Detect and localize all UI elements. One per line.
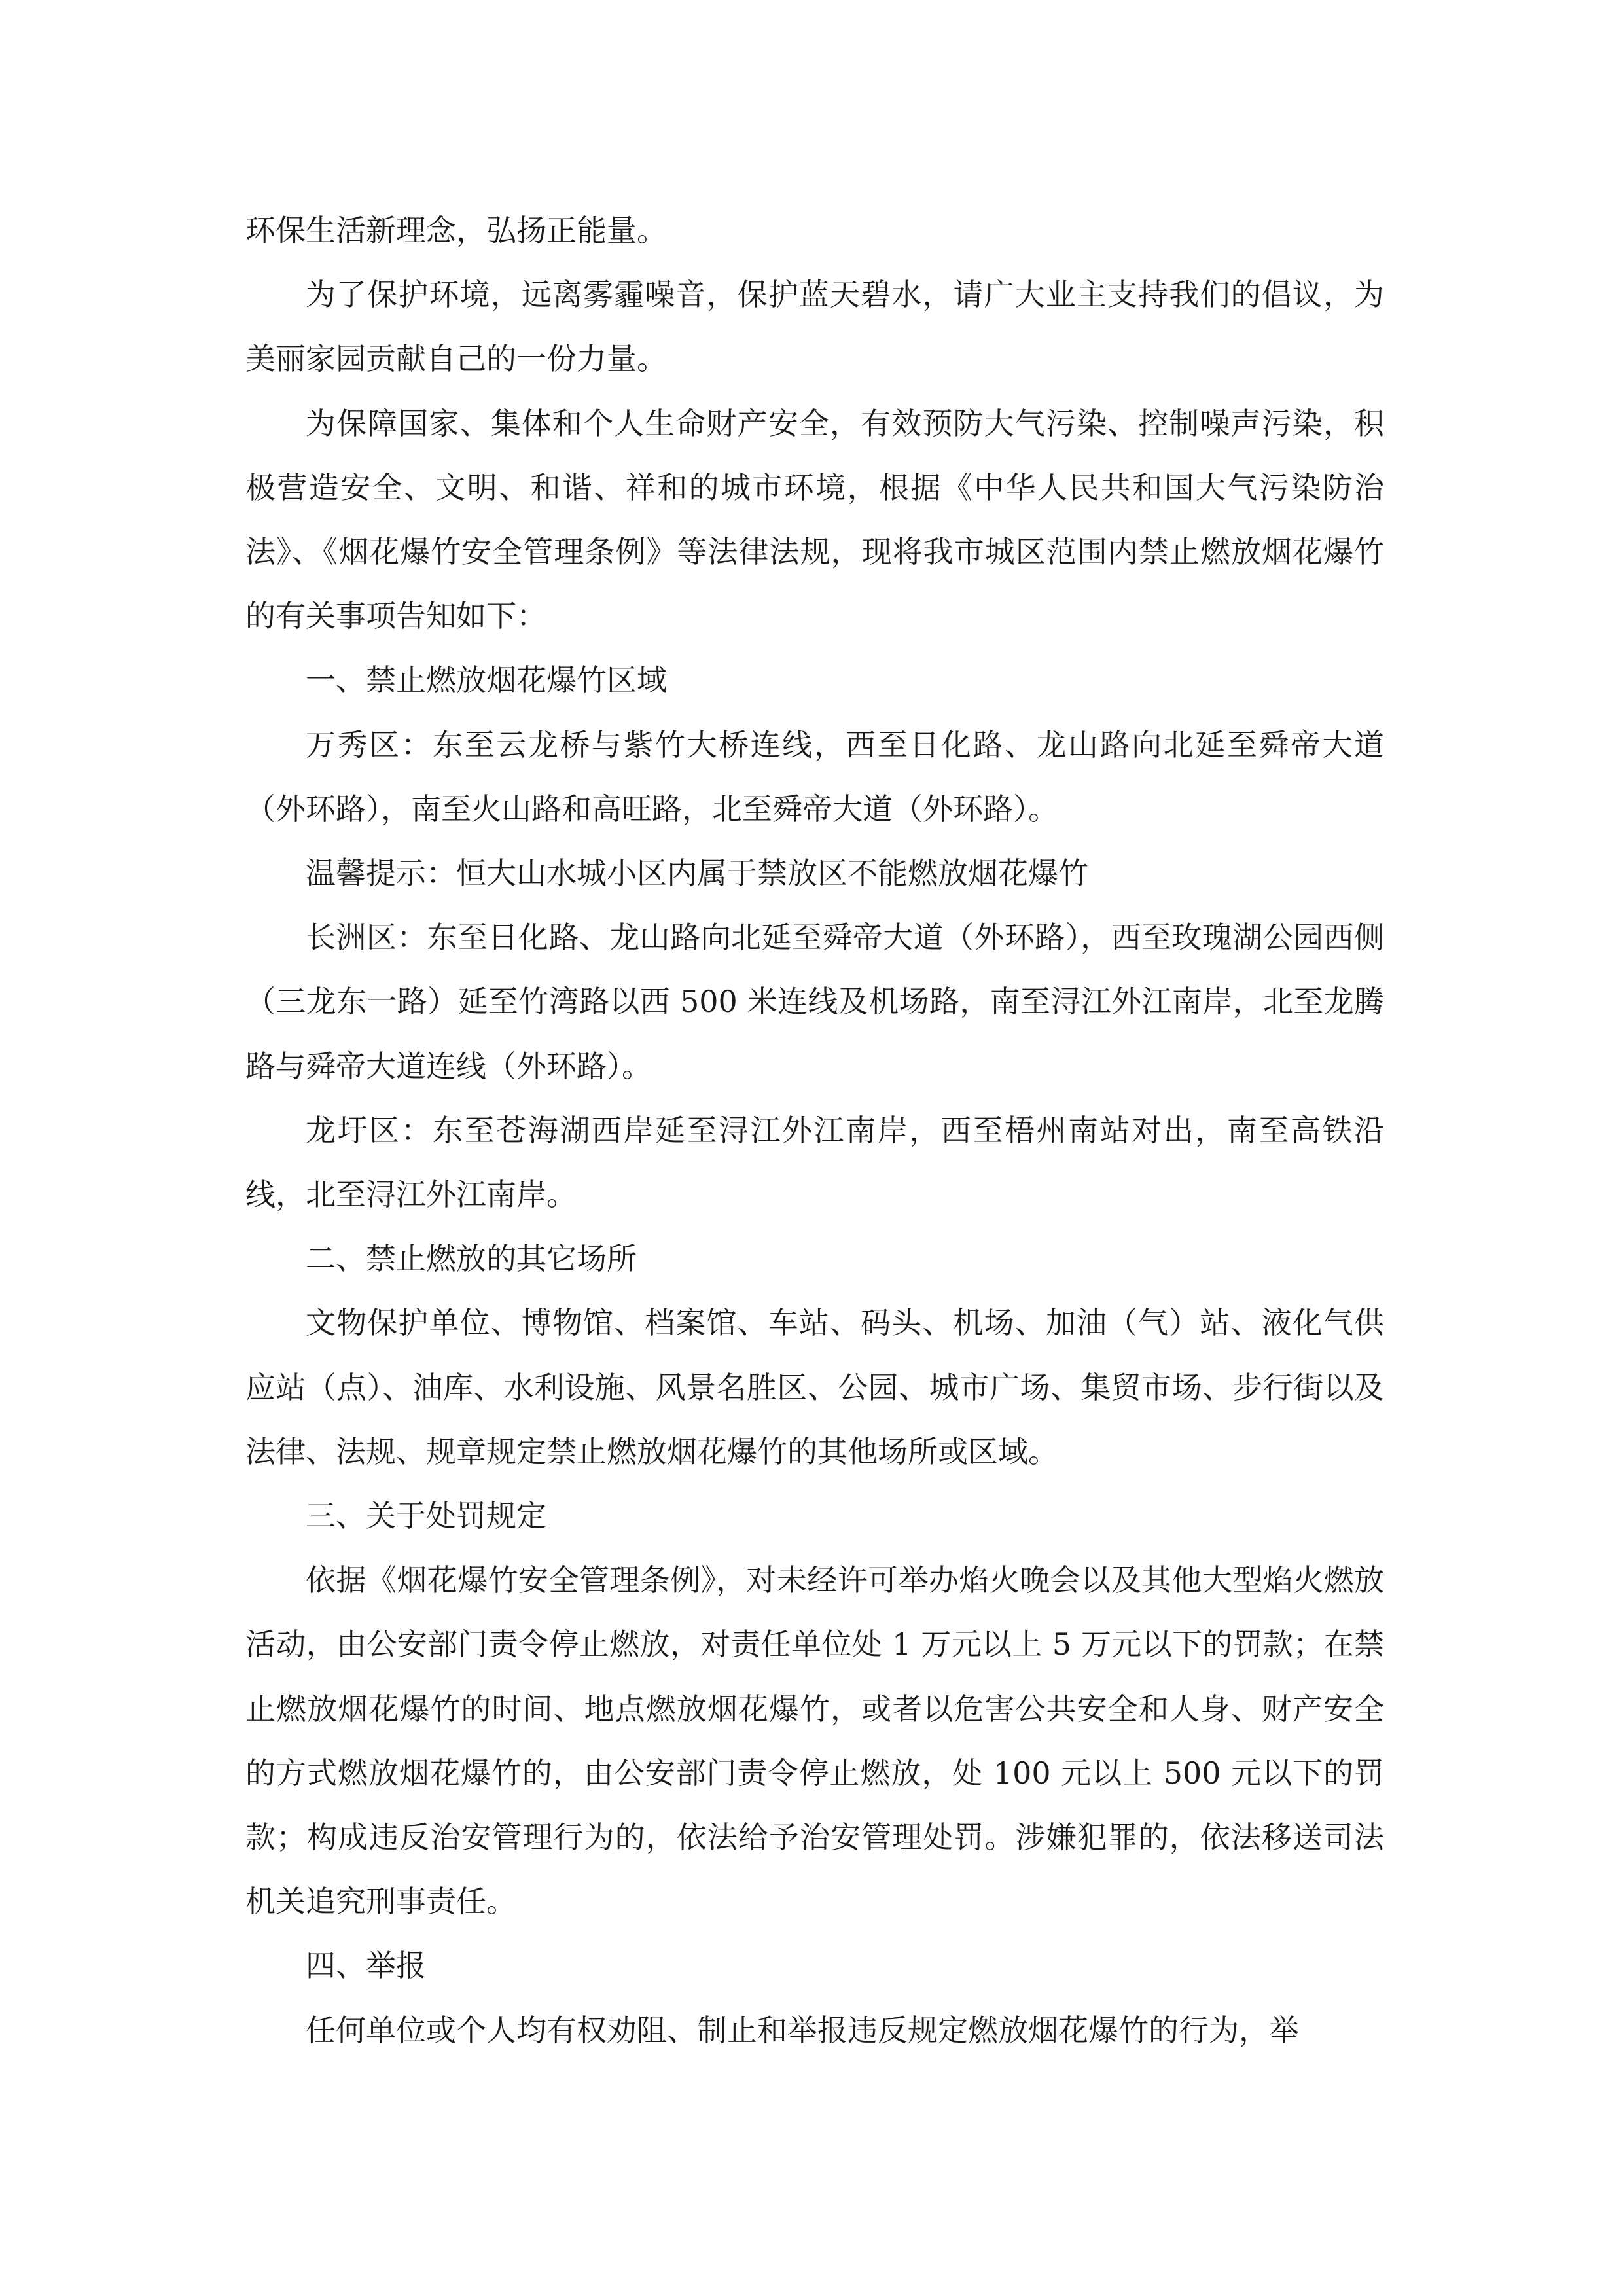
paragraph-eco-slogan: 环保生活新理念，弘扬正能量。 bbox=[245, 213, 667, 248]
section-heading-reporting: 四、举报 bbox=[306, 1948, 426, 1984]
section-heading-other-places: 二、禁止燃放的其它场所 bbox=[306, 1241, 637, 1277]
paragraph-warm-tip: 温馨提示：恒大山水城小区内属于禁放区不能燃放烟花爆竹 bbox=[306, 855, 1088, 891]
paragraph-environment-appeal: 为了保护环境，远离雾霾噪音，保护蓝天碧水，请广大业主支持我们的倡议，为美丽家园贡献自己的一份力量。 bbox=[245, 277, 1384, 377]
paragraph-notice-intro: 为保障国家、集体和个人生命财产安全，有效预防大气污染、控制噪声污染，积极营造安全、文明、和谐、祥和的城市环境，根据《中华人民共和国大气污染防治法》、《烟花爆竹安全管理条例》等法律法规，现将我市城区范围内禁止燃放烟花爆竹的有关事项告知如下： bbox=[245, 405, 1384, 634]
section-heading-penalties: 三、关于处罚规定 bbox=[306, 1498, 546, 1534]
paragraph-other-places-list: 文物保护单位、博物馆、档案馆、车站、码头、机场、加油（气）站、液化气供应站（点）、油库、水利设施、风景名胜区、公园、城市广场、集贸市场、步行街以及法律、法规、规章规定禁止燃放烟花爆竹的其他场所或区域。 bbox=[245, 1305, 1384, 1469]
paragraph-longxu-district: 龙圩区：东至苍海湖西岸延至浔江外江南岸，西至梧州南站对出，南至高铁沿线，北至浔江外江南岸。 bbox=[245, 1112, 1384, 1213]
paragraph-wanxiu-district: 万秀区：东至云龙桥与紫竹大桥连线，西至日化路、龙山路向北延至舜帝大道（外环路），南至火山路和高旺路，北至舜帝大道（外环路）。 bbox=[245, 726, 1384, 827]
paragraph-penalty-details: 依据《烟花爆竹安全管理条例》，对未经许可举办焰火晚会以及其他大型焰火燃放活动，由公安部门责令停止燃放，对责任单位处 1 万元以上 5 万元以下的罚款；在禁止燃放烟花爆竹的时间、地点燃放烟花爆竹，或者以危害公共安全和人身、财产安全的方式燃放烟花爆竹的，由公安部门责令停止燃放，处 100 元以上 500 元以下的罚款；构成违反治安管理行为的，依法给予治安管理处罚。涉嫌犯罪的，依法移送司法机关追究刑事责任。 bbox=[245, 1562, 1384, 1920]
paragraph-reporting-rights: 任何单位或个人均有权劝阻、制止和举报违反规定燃放烟花爆竹的行为，举 bbox=[306, 2012, 1299, 2048]
paragraph-changzhou-district: 长洲区：东至日化路、龙山路向北延至舜帝大道（外环路），西至玫瑰湖公园西侧（三龙东一路）延至竹湾路以西 500 米连线及机场路，南至浔江外江南岸，北至龙腾路与舜帝大道连线（外环路）。 bbox=[245, 920, 1384, 1084]
section-heading-prohibited-areas: 一、禁止燃放烟花爆竹区域 bbox=[306, 662, 667, 698]
document-body bbox=[245, 198, 1384, 2062]
